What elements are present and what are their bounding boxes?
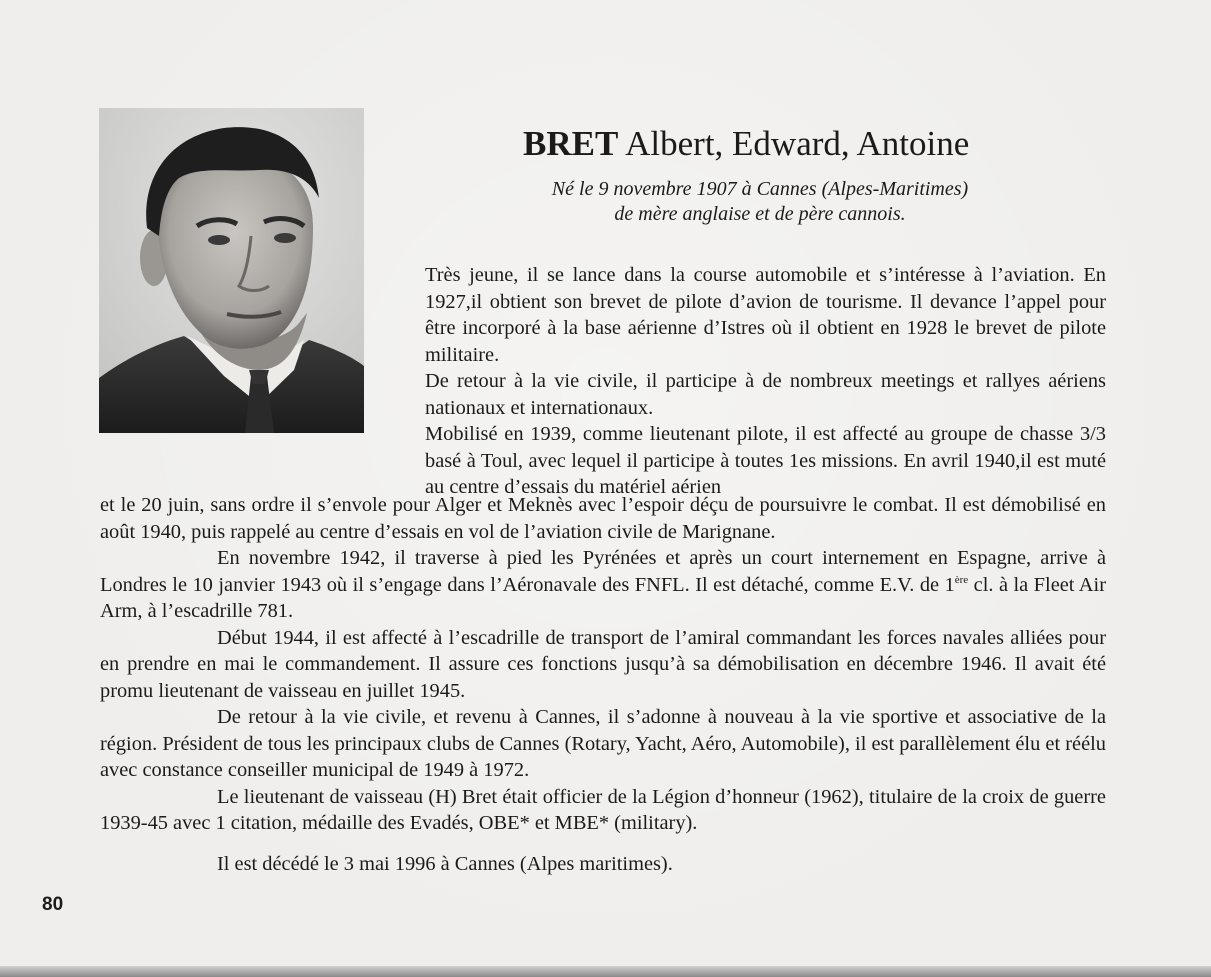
paragraph-fnfl-text-end: cl. à la Fleet Air Arm, à l’escadrille 781.: [100, 573, 1106, 622]
show-through-text: [92, 0, 1152, 16]
scan-bottom-edge: [0, 966, 1211, 977]
ordinal-superscript: ère: [954, 573, 969, 586]
paragraph-honours: Le lieutenant de vaisseau (H) Bret était officier de la Légion d’honneur (1962), titulaire de la croix de guerre 1939-45 avec 1 citation, médaille des Evadés, OBE* et MBE* (military).: [100, 785, 1106, 834]
paragraph-fnfl-text: En novembre 1942, il traverse à pied les Pyrénées et après un court internement en Espagne, arrive à Londres le 10 janvier 1943 où il s’engage dans l’Aéronavale des FNFL. Il est détaché, comme E.V. de 1: [100, 547, 1106, 596]
portrait-photo: [99, 108, 364, 433]
paragraph-meetings: De retour à la vie civile, il participe à de nombreux meetings et rallyes aériens nationaux et internationaux.: [425, 370, 1106, 419]
biography-wrapped-text: [425, 262, 1106, 501]
paragraph-1944: Début 1944, il est affecté à l’escadrille de transport de l’amiral commandant les forces navales alliées pour en prendre en mai le commandement. Il assure ces fonctions jusqu’à sa démobilisation en décembre 1946. Il avait été promu lieutenant de vaisseau en juillet 1945.: [100, 626, 1106, 702]
biography-full-text: [100, 492, 1106, 877]
birth-line-1: Né le 9 novembre 1907 à Cannes (Alpes-Maritimes): [551, 178, 969, 200]
surname: BRET: [523, 124, 619, 163]
paragraph-fnfl: [100, 545, 1106, 625]
paragraph-mobilisation-cont: et le 20 juin, sans ordre il s’envole pour Alger et Meknès avec l’espoir déçu de poursuivre le combat. Il est démobilisé en août 1940, puis rappelé au centre d’essais en vol de l’aviation civile de Marignane.: [100, 494, 1106, 543]
person-name-heading: [523, 122, 969, 166]
page-number: 80: [42, 894, 64, 915]
birth-line-2: de mère anglaise et de père cannois.: [614, 203, 906, 225]
paragraph-cannes: De retour à la vie civile, et revenu à Cannes, il s’adonne à nouveau à la vie sportive et associative de la région. Président de tous les principaux clubs de Cannes (Rotary, Yacht, Aéro, Automobile), il est parallèlement élu et réélu avec constance conseiller municipal de 1949 à 1972.: [100, 706, 1106, 781]
paragraph-death: Il est décédé le 3 mai 1996 à Cannes (Alpes maritimes).: [217, 852, 673, 875]
portrait-photo-icon: [99, 108, 364, 433]
given-names: Albert, Edward, Antoine: [625, 124, 970, 163]
paragraph-aviation-start: Très jeune, il se lance dans la course automobile et s’intéresse à l’aviation. En 1927,il obtient son brevet de pilote d’avion de tourisme. Il devance l’appel pour être incorporé à la base aérienne d’Istres où il obtient en 1928 le brevet de pilote militaire.: [425, 264, 1106, 366]
birth-details: [500, 177, 1020, 227]
paragraph-mobilisation: Mobilisé en 1939, comme lieutenant pilote, il est affecté au groupe de chasse 3/3 basé à Toul, avec lequel il participe à toutes 1es missions. En avril 1940,il est muté au centre d’essais du matériel aérien: [425, 423, 1106, 498]
